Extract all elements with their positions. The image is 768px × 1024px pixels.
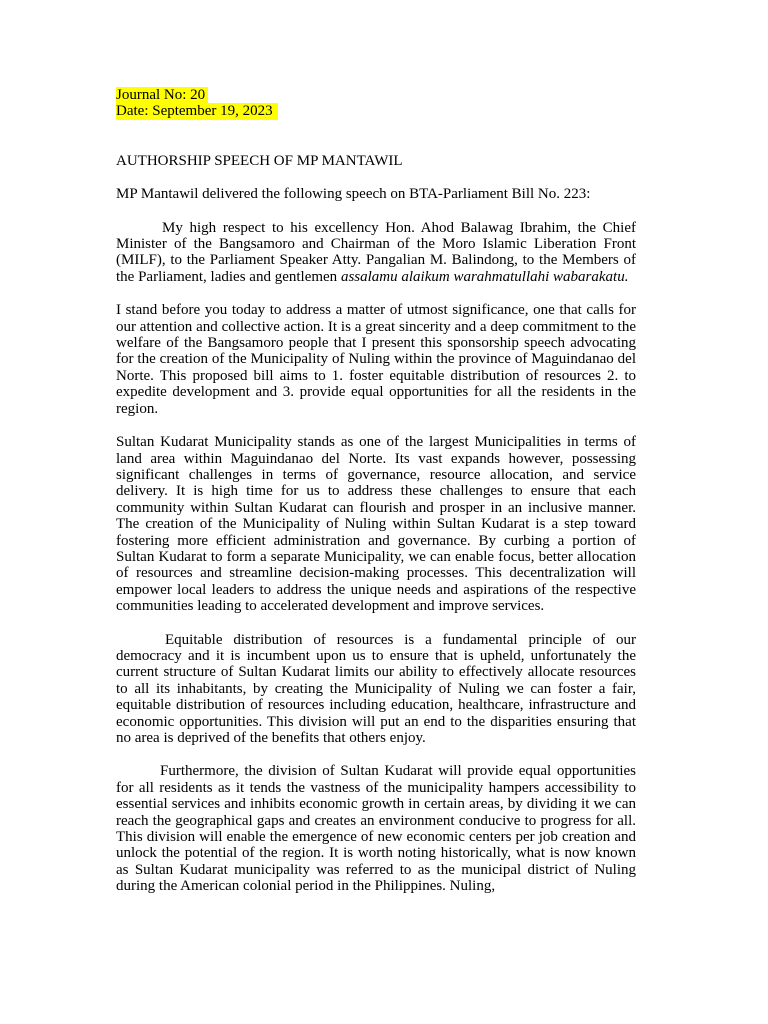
paragraph-1: I stand before you today to address a matter of utmost significance, one that calls for our attention and collective action. It is a great sincerity and a deep commitment to the welfare of the Bangsamoro people that I present this sponsorship speech advocating for the creation of the Municipality of Nuling within the province of Maguindanao del Norte. This proposed bill aims to 1. foster equitable distribution of resources 2. to expedite development and 3. provide equal opportunities for all the residents in the region. (116, 302, 636, 417)
speech-intro: MP Mantawil delivered the following speech on BTA-Parliament Bill No. 223: (116, 186, 591, 203)
journal-number: Journal No: 20 (116, 87, 208, 103)
salutation-greeting: assalamu alaikum warahmatullahi wabarakatu. (340, 268, 629, 285)
journal-header (116, 87, 636, 120)
paragraph-2: Sultan Kudarat Municipality stands as one of the largest Municipalities in terms of land area within Maguindanao del Norte. Its vast expands however, possessing significant challenges in terms of governance, resource allocation, and service delivery. It is high time for us to address these challenges to ensure that each community within Sultan Kudarat can flourish and prosper in an inclusive manner. The creation of the Municipality of Nuling within Sultan Kudarat is a step toward fostering more efficient administration and governance. By curbing a portion of Sultan Kudarat to form a separate Municipality, we can enable focus, better allocation of resources and streamline decision-making processes. This decentralization will empower local leaders to address the unique needs and aspirations of the respective communities leading to accelerated development and improve services. (116, 434, 636, 615)
salutation-text: My high respect to his excellency Hon. Ahod Balawag Ibrahim, the Chief Minister of the Bangsamoro and Chairman of the Moro Islamic Liberation Front (MILF), to the Parliament Speaker Atty. Pangalian M. Balindong, to the Members of the Parliament, ladies and gentlemen (116, 219, 636, 285)
document-page (116, 87, 636, 895)
paragraph-3: Equitable distribution of resources is a fundamental principle of our democracy and it is incumbent upon us to ensure that is upheld, unfortunately the current structure of Sultan Kudarat limits our ability to effectively allocate resources to all its inhabitants, by creating the Municipality of Nuling we can foster a fair, equitable distribution of resources including education, healthcare, infrastructure and economic opportunities. This division will put an end to the disparities ensuring that no area is deprived of the benefits that others enjoy. (116, 631, 636, 746)
paragraph-4: Furthermore, the division of Sultan Kudarat will provide equal opportunities for all residents as it tends the vastness of the municipality hampers accessibility to essential services and inhibits economic growth in certain areas, by dividing it we can reach the geographical gaps and creates an environment conducive to progress for all. This division will enable the emergence of new economic centers per job creation and unlock the potential of the region. It is worth noting historically, what is now known as Sultan Kudarat municipality was referred to as the municipal district of Nuling during the American colonial period in the Philippines. Nuling, (116, 763, 636, 895)
journal-date: Date: September 19, 2023 (116, 103, 278, 119)
salutation-paragraph (116, 220, 636, 286)
speech-title: AUTHORSHIP SPEECH OF MP MANTAWIL (116, 152, 403, 169)
